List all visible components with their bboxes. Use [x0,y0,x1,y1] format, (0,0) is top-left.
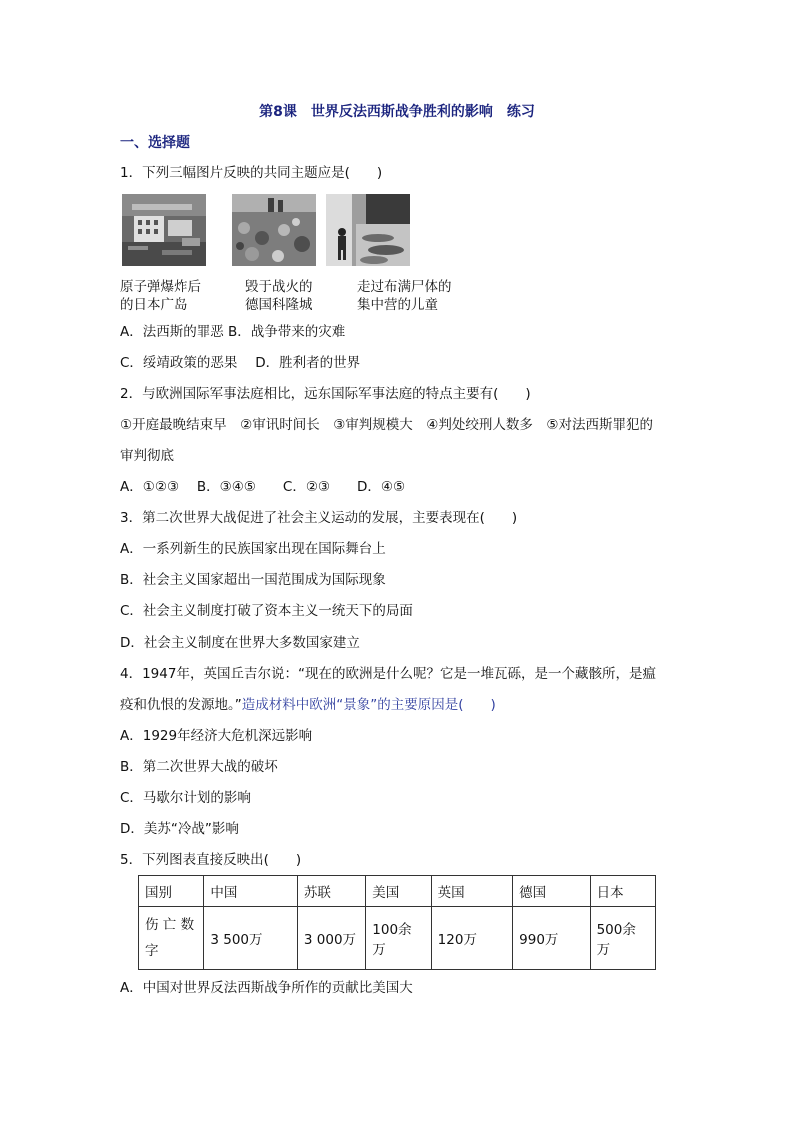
row-label-line1: 伤 亡 数 [145,917,195,933]
q3-option-b: B．社会主义国家超出一国范围成为国际现象 [120,572,386,588]
page-title: 第8课 世界反法西斯战争胜利的影响 练习 [259,104,535,120]
q1-options-ab: A．法西斯的罪恶 B．战争带来的灾难 [120,324,346,340]
row-label-line2: 字 [145,943,159,959]
table-header-row [139,876,656,907]
q3-stem: 3．第二次世界大战促进了社会主义运动的发展，主要表现在( ) [120,510,518,526]
q1-options-cd: C．绥靖政策的恶果 D．胜利者的世界 [120,355,361,371]
photo1-caption-line2: 的日本广岛 [120,297,188,313]
q2-stem: 2．与欧洲国际军事法庭相比，远东国际军事法庭的特点主要有( ) [120,386,531,402]
cologne-ruins-photo [232,194,316,266]
q3-option-d: D．社会主义制度在世界大多数国家建立 [120,635,360,651]
photo2-caption-line2: 德国科隆城 [245,297,313,313]
q5-stem: 5．下列图表直接反映出( ) [120,852,302,868]
table-header-cell: 苏联 [297,876,365,907]
q2-items-line1: ①开庭最晚结束早 ②审讯时间长 ③审判规模大 ④判处绞刑人数多 ⑤对法西斯罪犯的 [120,417,654,433]
concentration-camp-photo [326,194,410,266]
q4-option-d: D．美苏“冷战”影响 [120,821,239,837]
q4-question: 造成材料中欧洲“景象”的主要原因是( ) [241,697,496,713]
table-row [139,907,656,970]
q2-items-line2: 审判彻底 [120,448,174,464]
table-cell: 500余万 [590,907,655,970]
table-header-cell: 美国 [366,876,431,907]
q4-stem-line1: 4．1947年，英国丘吉尔说：“现在的欧洲是什么呢？它是一堆瓦砾，是一个藏骸所，是瘟 [120,666,656,682]
q4-stem-line2 [120,696,496,714]
section-heading: 一、选择题 [120,135,190,151]
q4-option-b: B．第二次世界大战的破坏 [120,759,278,775]
table-cell: 100余万 [366,907,431,970]
q5-option-a: A．中国对世界反法西斯战争所作的贡献比美国大 [120,980,413,996]
table-header-cell: 日本 [590,876,655,907]
table-header-cell: 中国 [204,876,298,907]
q3-option-c: C．社会主义制度打破了资本主义一统天下的局面 [120,603,413,619]
casualty-table [138,875,656,970]
table-header-cell: 国别 [139,876,204,907]
photo3-caption-line1: 走过布满尸体的 [357,279,452,295]
q1-stem: 1．下列三幅图片反映的共同主题应是( ) [120,165,383,181]
table-header-cell: 英国 [431,876,512,907]
table-cell: 3 500万 [204,907,298,970]
photo3-caption-line2: 集中营的儿童 [357,297,438,313]
q2-options: A．①②③ B．③④⑤ C．②③ D．④⑤ [120,479,406,495]
table-row-label [139,907,204,970]
photo1-caption-line1: 原子弹爆炸后 [120,279,201,295]
table-cell: 120万 [431,907,512,970]
q4-option-a: A．1929年经济大危机深远影响 [120,728,313,744]
q4-quote-end: 疫和仇恨的发源地。” [120,697,242,713]
table-header-cell: 德国 [513,876,590,907]
hiroshima-photo [122,194,206,266]
q4-option-c: C．马歇尔计划的影响 [120,790,251,806]
table-cell: 3 000万 [297,907,365,970]
table-cell: 990万 [513,907,590,970]
photo2-caption-line1: 毁于战火的 [245,279,313,295]
q3-option-a: A．一系列新生的民族国家出现在国际舞台上 [120,541,386,557]
